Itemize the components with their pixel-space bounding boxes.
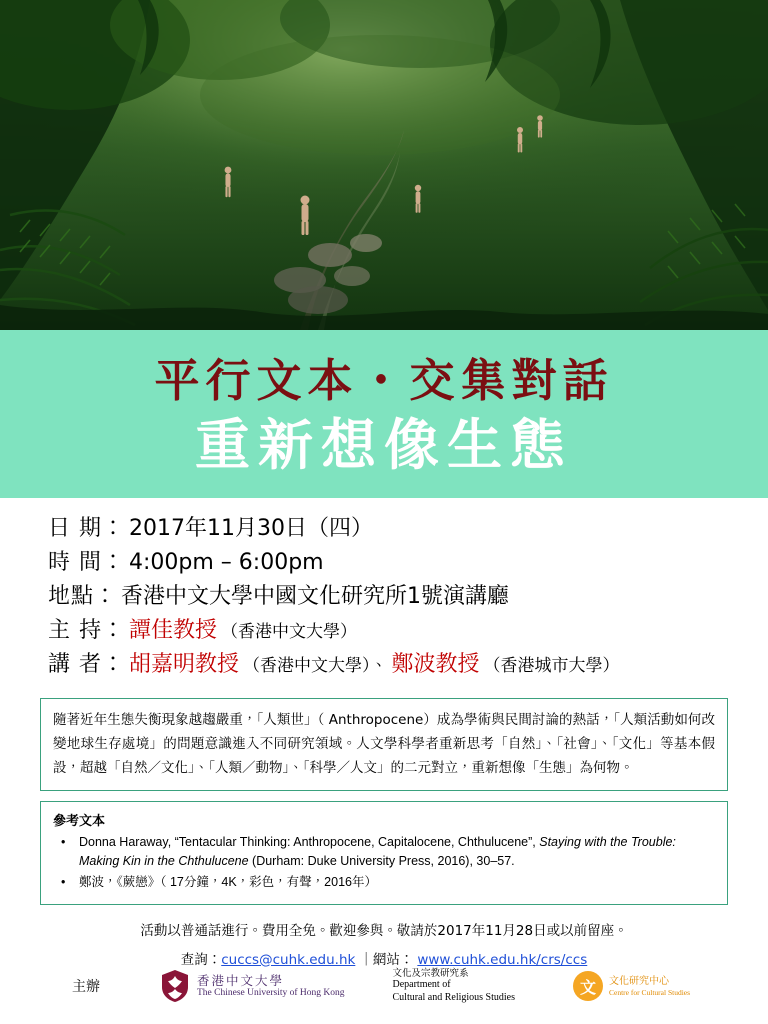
speaker-1-name: 胡嘉明教授 — [129, 652, 240, 678]
detail-row-venue — [48, 580, 720, 614]
rainforest-illustration — [0, 0, 768, 330]
logo-ccs — [573, 971, 690, 1001]
logo-crs — [393, 968, 516, 1005]
detail-row-time — [48, 546, 720, 580]
speakers-label: 講 者： — [48, 652, 125, 678]
cuhk-name-en: The Chinese University of Hong Kong — [197, 987, 345, 998]
time-value: 4:00pm – 6:00pm — [129, 550, 324, 576]
abstract-text: 隨著近年生態失衡現象越趨嚴重，「人類世」（ Anthropocene）成為學術與民間討論的熱話，「人類活動如何改變地球生存處境」的問題意識進入不同研究領域。人文學科學者重新思考「自然」、「社會」、「文化」等基本假設，超越「自然／文化」、「人類／動物」、「科學／人文」的二元對立，重新想像「生態」為何物。 — [53, 712, 715, 776]
reference-1-part1: Donna Haraway, “Tentacular Thinking: Anthropocene, Capitalocene, Chthulucene” — [79, 835, 533, 850]
poster-title-line2: 重新想像生態 — [194, 412, 573, 477]
reference-1-part2: , — [532, 835, 540, 850]
title-band — [0, 330, 768, 498]
venue-value: 香港中文大學中國文化研究所1號演講廳 — [121, 584, 510, 610]
ccs-mark-icon: 文 — [573, 971, 603, 1001]
organiser-label: 主辦 — [72, 979, 100, 995]
contact-separator: ｜網站： — [359, 951, 414, 968]
crs-name-en-line2: Cultural and Religious Studies — [392, 991, 515, 1003]
time-label: 時 間： — [48, 550, 125, 576]
date-label: 日 期： — [48, 516, 125, 541]
ccs-name-en: Centre for Cultural Studies — [609, 987, 691, 997]
detail-row-date — [48, 512, 720, 546]
event-details — [0, 498, 768, 688]
cuhk-crest-icon — [160, 969, 190, 1003]
list-item — [53, 873, 715, 892]
list-item — [53, 833, 715, 871]
ccs-name-cn: 文化研究中心 — [609, 975, 669, 987]
speaker-1-affiliation: （香港中文大學）、 — [243, 656, 388, 677]
footer-logo-strip — [0, 956, 768, 1016]
crs-name-cn: 文化及宗教研究系 — [392, 967, 469, 979]
logo-cuhk — [160, 969, 345, 1003]
date-value: 2017年11月30日（四） — [129, 516, 373, 541]
host-affiliation: （香港中文大學） — [221, 622, 358, 643]
references-heading: 參考文本 — [53, 814, 106, 830]
crs-name-en-line1: Department of — [392, 979, 451, 991]
venue-label: 地點： — [48, 584, 118, 610]
language-note: 活動以普通話進行。費用全免。歡迎參與。敬請於2017年11月28日或以前留座。 — [140, 922, 628, 939]
reference-1-part3: (Durham: Duke University Press, 2016), 30–57. — [248, 854, 515, 869]
host-label: 主 持： — [48, 618, 125, 644]
speaker-2-affiliation: （香港城市大學） — [483, 656, 620, 677]
website-link[interactable]: www.cuhk.edu.hk/crs/ccs — [417, 951, 588, 968]
speaker-2-name: 鄭波教授 — [391, 652, 480, 678]
references-list — [53, 833, 715, 891]
reference-1-italic: Staying with the Trouble: Making Kin in the Chthulucene — [79, 835, 676, 869]
reference-2-part1: 鄭波，《蕨戀》（ 17分鐘，4K，彩色，有聲，2016年） — [79, 874, 377, 889]
detail-row-speakers — [48, 648, 720, 682]
detail-row-host — [48, 614, 720, 648]
poster-title-line1: 平行文本・交集對話 — [154, 353, 614, 407]
references-box — [40, 801, 728, 904]
hero-photo — [0, 0, 768, 330]
cuhk-name-cn: 香港中文大學 — [197, 972, 285, 988]
contact-prefix: 查詢： — [180, 951, 222, 968]
email-link[interactable]: cuccs@cuhk.edu.hk — [221, 951, 356, 968]
abstract-box — [40, 698, 728, 791]
host-name: 譚佳教授 — [129, 618, 218, 644]
